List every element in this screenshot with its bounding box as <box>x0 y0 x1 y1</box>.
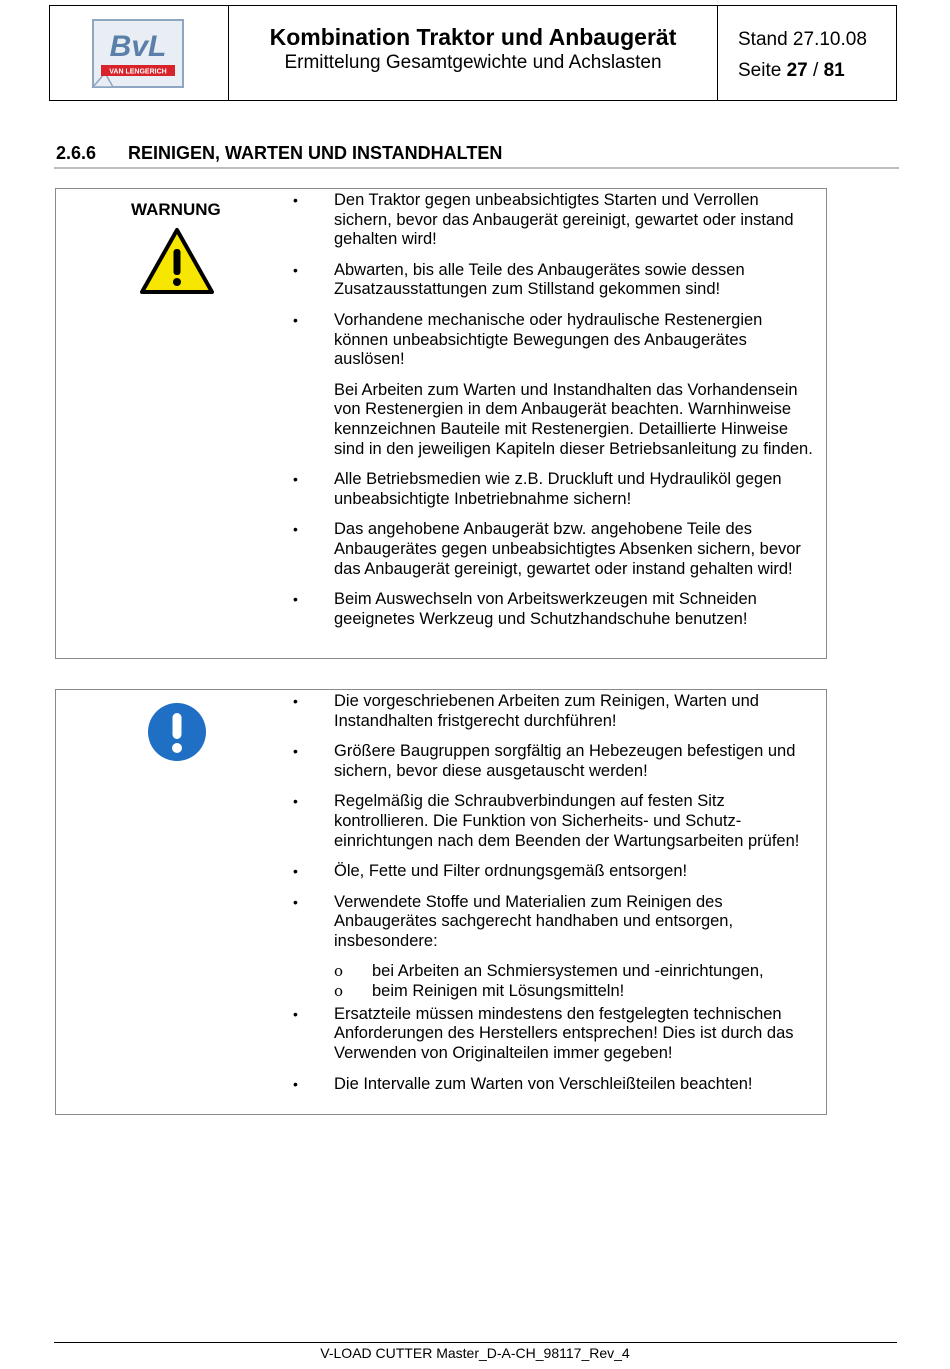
list-item: • Den Traktor gegen unbeabsichtigtes Starten und Verrollen sichern, bevor das Anbaugerät gereinigt, gewartet oder instand gehalten wird! <box>290 191 820 250</box>
bvl-logo <box>91 18 185 89</box>
note-paragraph: Bei Arbeiten zum Warten und Instandhalten das Vorhandensein von Restenergien in dem Anbaugerät beachten. Warnhinweise kennzeichnen Bauteile mit Restenergien. Detaillierte Hinweise sind in den jeweiligen Kapiteln dieser Betriebsanleitung zu finden. <box>334 380 813 458</box>
sub-list-item: o bei Arbeiten an Schmiersystemen und -einrichtungen, <box>290 962 820 982</box>
page-number <box>738 58 896 84</box>
title-cell <box>229 6 718 100</box>
section-number: 2.6.6 <box>56 143 97 163</box>
list-item: • Abwarten, bis alle Teile des Anbaugerätes sowie dessen Zusatzausstattungen zum Stillstand gekommen sind! <box>290 261 820 300</box>
document-subtitle: Ermittelung Gesamtgewichte und Achslasten <box>284 52 662 73</box>
list-item: • Verwendete Stoffe und Materialien zum Reinigen des Anbaugerätes sachgerecht handhaben und entsorgen, insbesondere: <box>290 893 820 952</box>
list-item: • Alle Betriebsmedien wie z.B. Druckluft und Hydrauliköl gegen unbeabsichtigte Inbetriebnahme sichern! <box>290 470 820 509</box>
logo-cell <box>50 6 229 100</box>
stand-date: Stand 27.10.08 <box>738 29 867 50</box>
section-title: REINIGEN, WARTEN UND INSTANDHALTEN <box>128 143 503 163</box>
stand-cell <box>718 6 896 100</box>
page-total: 81 <box>823 60 845 81</box>
list-item: • Vorhandene mechanische oder hydraulische Restenergien können unbeabsichtigte Bewegungen des Anbaugerätes auslösen! <box>290 311 820 370</box>
logo-subtext: VAN LENGERICH <box>109 68 167 76</box>
list-item: • Ersatzteile müssen mindestens den festgelegten technischen Anforderungen des Herstellers entsprechen! Dies ist durch das Verwenden von Originalteilen immer gegeben! <box>290 1005 820 1064</box>
page-separator: / <box>813 60 819 81</box>
info-list <box>290 692 820 1094</box>
list-item: • Das angehobene Anbaugerät bzw. angehobene Teile des Anbaugerätes gegen unbeabsichtigtes Absenken sichern, bevor das Anbaugerät gereinigt, gewartet oder instand gehalten wird! <box>290 520 820 579</box>
footer-text: V-LOAD CUTTER Master_D-A-CH_98117_Rev_4 <box>320 1345 630 1361</box>
page-current: 27 <box>786 60 808 81</box>
page-prefix: Seite <box>738 60 782 81</box>
list-item: • Größere Baugruppen sorgfältig an Hebezeugen befestigen und sichern, bevor diese ausgetauscht werden! <box>290 742 820 781</box>
page-header <box>49 5 897 101</box>
document-title: Kombination Traktor und Anbaugerät <box>269 24 677 50</box>
list-item: • Regelmäßig die Schraubverbindungen auf festen Sitz kontrollieren. Die Funktion von Sicherheits- und Schutz-einrichtungen nach dem Beenden der Wartungsarbeiten prüfen! <box>290 792 820 851</box>
sub-list-item: o beim Reinigen mit Lösungsmitteln! <box>290 982 820 1002</box>
list-item: • Öle, Fette und Filter ordnungsgemäß entsorgen! <box>290 862 820 882</box>
list-item: • Beim Auswechseln von Arbeitswerkzeugen mit Schneiden geeignetes Werkzeug und Schutzhandschuhe benutzen! <box>290 590 820 629</box>
warning-box <box>55 188 827 659</box>
logo-text: BvL <box>109 30 167 63</box>
info-box <box>55 689 827 1115</box>
warning-label: WARNUNG <box>131 200 221 219</box>
warning-triangle-icon <box>139 227 215 295</box>
exclamation-circle-icon <box>147 702 207 762</box>
warning-list <box>290 191 820 629</box>
footer-rule <box>54 1342 897 1343</box>
section-heading <box>54 141 899 169</box>
list-item: • Die vorgeschriebenen Arbeiten zum Reinigen, Warten und Instandhalten fristgerecht durchführen! <box>290 692 820 731</box>
list-item: • Die Intervalle zum Warten von Verschleißteilen beachten! <box>290 1075 820 1095</box>
